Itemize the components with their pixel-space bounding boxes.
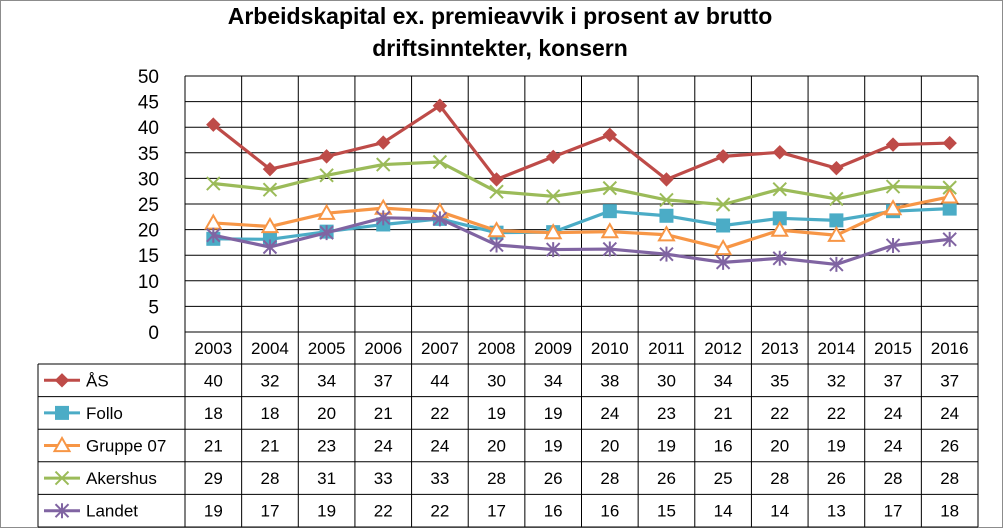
data-label: 33: [430, 469, 450, 489]
data-table: [38, 339, 978, 527]
chart-title: [228, 3, 773, 61]
data-label: 40: [203, 371, 223, 391]
chart-title-line-2: driftsinntekter, konsern: [372, 35, 628, 61]
data-label: 23: [657, 403, 676, 423]
data-label: 22: [430, 403, 450, 423]
legend-series-name: Gruppe 07: [86, 436, 167, 456]
legend-series-name: Landet: [86, 501, 138, 521]
data-point: [887, 138, 900, 151]
data-point: [717, 150, 730, 163]
gridlines: [185, 76, 978, 527]
data-label: 24: [940, 403, 960, 423]
data-point: [603, 205, 616, 218]
y-tick-label: 30: [137, 169, 159, 191]
data-label: 22: [373, 501, 393, 521]
data-point: [717, 219, 730, 232]
data-label: 37: [883, 371, 903, 391]
data-label: 28: [883, 469, 903, 489]
data-label: 19: [543, 436, 563, 456]
category-label: 2014: [817, 339, 856, 358]
y-tick-label: 50: [137, 67, 159, 88]
data-point: [830, 162, 843, 175]
data-label: 26: [826, 469, 846, 489]
category-label: 2005: [307, 339, 346, 358]
data-label: 14: [770, 501, 790, 521]
data-label: 21: [260, 436, 280, 456]
data-label: 15: [657, 501, 676, 521]
table-row-3: [44, 469, 959, 488]
data-label: 17: [883, 501, 903, 521]
category-label: 2013: [760, 339, 799, 358]
y-tick-label: 25: [137, 195, 159, 216]
category-label: 2012: [704, 339, 743, 358]
data-point: [943, 202, 956, 215]
data-label: 35: [770, 371, 790, 391]
data-label: 26: [543, 469, 563, 489]
legend-series-name: Akershus: [86, 469, 157, 489]
data-point: [830, 214, 843, 227]
data-label: 33: [373, 469, 393, 489]
category-label: 2010: [590, 339, 629, 358]
y-tick-label: 45: [137, 92, 159, 114]
table-row-0: [44, 371, 959, 390]
data-label: 32: [826, 371, 846, 391]
data-label: 20: [487, 436, 506, 456]
data-label: 17: [487, 501, 506, 521]
data-label: 18: [940, 501, 960, 521]
y-tick-label: 35: [137, 143, 159, 165]
data-point: [942, 189, 957, 202]
data-point: [320, 150, 333, 163]
data-label: 34: [543, 371, 563, 391]
legend-series-name: Follo: [86, 403, 123, 423]
legend-key-marker: [56, 406, 69, 419]
data-label: 22: [770, 403, 790, 423]
data-label: 37: [940, 371, 960, 391]
category-label: 2008: [477, 339, 516, 358]
data-label: 22: [430, 501, 450, 521]
data-label: 24: [883, 403, 903, 423]
data-label: 24: [373, 436, 393, 456]
data-label: 21: [203, 436, 223, 456]
data-label: 18: [203, 403, 223, 423]
category-label: 2007: [420, 339, 459, 358]
category-label: 2011: [648, 339, 685, 358]
legend-series-name: ÅS: [86, 371, 109, 391]
data-label: 32: [260, 371, 280, 391]
data-label: 28: [487, 469, 506, 489]
y-tick-label: 5: [148, 297, 159, 319]
y-tick-label: 0: [148, 323, 159, 344]
y-tick-label: 40: [137, 118, 159, 140]
data-label: 17: [260, 501, 280, 521]
data-label: 16: [543, 501, 563, 521]
data-label: 19: [317, 501, 337, 521]
data-point: [943, 137, 956, 150]
table-row-2: [44, 437, 959, 456]
category-label: 2004: [251, 339, 289, 358]
data-label: 28: [600, 469, 620, 489]
chart-title-line-1: Arbeidskapital ex. premieavvik i prosent av brutto: [227, 3, 773, 29]
data-label: 19: [826, 436, 846, 456]
category-label: 2016: [930, 339, 969, 358]
data-label: 44: [430, 371, 450, 391]
data-point: [660, 209, 673, 222]
data-label: 26: [657, 469, 676, 489]
category-label: 2003: [194, 339, 233, 358]
data-label: 22: [826, 403, 846, 423]
data-label: 16: [600, 501, 620, 521]
data-label: 16: [713, 436, 733, 456]
data-label: 38: [600, 371, 620, 391]
data-label: 19: [487, 403, 506, 423]
data-label: 31: [317, 469, 337, 489]
y-axis-ticks: [138, 67, 159, 344]
data-label: 18: [260, 403, 280, 423]
data-point: [773, 146, 786, 159]
category-label: 2009: [534, 339, 573, 358]
category-label: 2015: [874, 339, 912, 358]
data-label: 19: [657, 436, 676, 456]
data-label: 20: [770, 436, 790, 456]
y-tick-label: 10: [137, 271, 159, 293]
data-label: 19: [543, 403, 563, 423]
category-label: 2006: [364, 339, 403, 358]
data-label: 28: [770, 469, 790, 489]
data-label: 37: [373, 371, 393, 391]
data-label: 28: [940, 469, 960, 489]
data-label: 29: [203, 469, 223, 489]
data-label: 20: [600, 436, 620, 456]
data-label: 25: [713, 469, 733, 489]
data-label: 28: [260, 469, 280, 489]
data-label: 23: [317, 436, 337, 456]
table-row-4: [44, 502, 959, 521]
data-label: 21: [713, 403, 733, 423]
legend-key-marker: [56, 374, 69, 387]
data-label: 14: [713, 501, 733, 521]
data-label: 34: [713, 371, 733, 391]
data-label: 26: [940, 436, 960, 456]
data-label: 24: [600, 403, 620, 423]
data-label: 24: [883, 436, 903, 456]
table-row-1: [44, 404, 959, 423]
data-label: 30: [657, 371, 676, 391]
data-label: 21: [373, 403, 393, 423]
data-label: 30: [487, 371, 506, 391]
data-label: 20: [317, 403, 337, 423]
y-tick-label: 15: [137, 246, 159, 268]
data-label: 24: [430, 436, 450, 456]
data-label: 34: [317, 371, 337, 391]
data-label: 19: [203, 501, 223, 521]
data-label: 13: [826, 501, 846, 521]
y-tick-label: 20: [137, 220, 159, 242]
